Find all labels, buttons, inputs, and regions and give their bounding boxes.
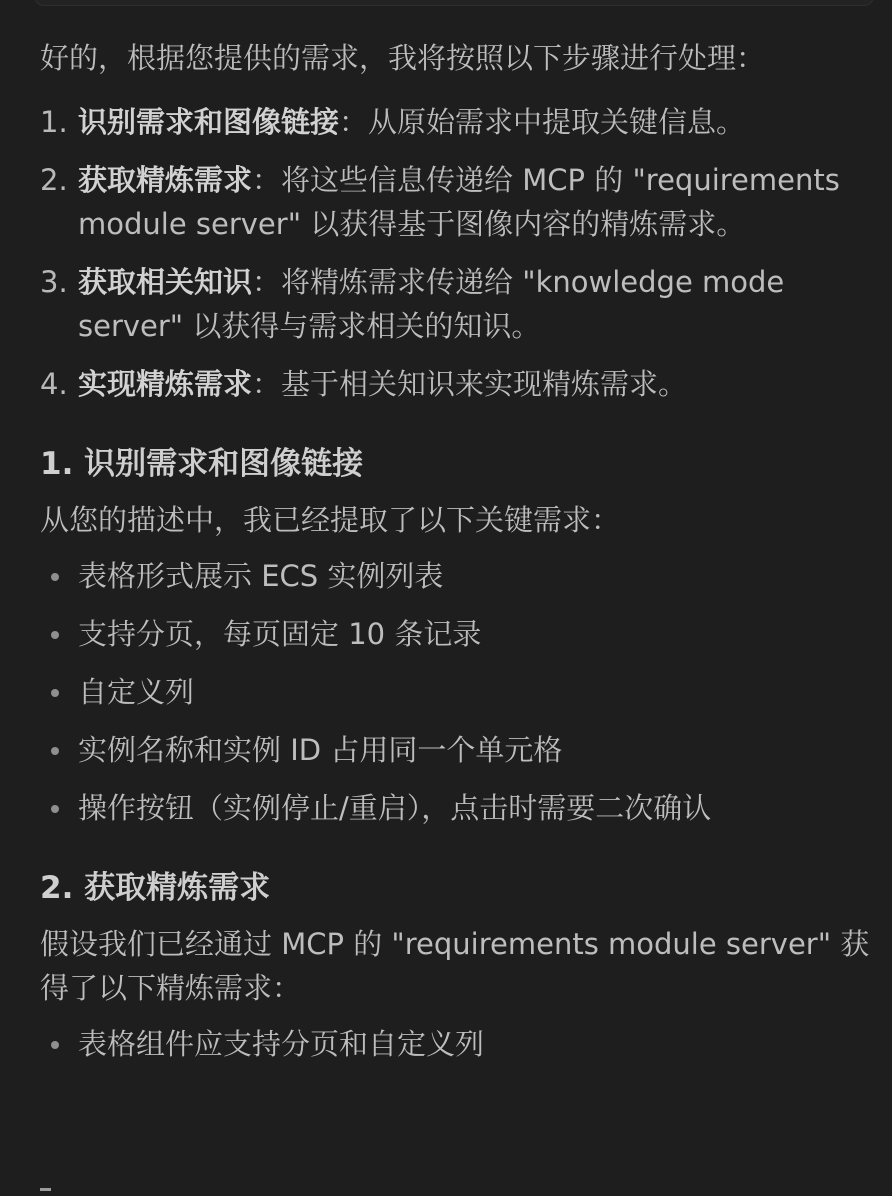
section-heading-1: 1. 识别需求和图像链接 bbox=[40, 446, 364, 482]
step-title: 识别需求和图像链接 bbox=[78, 105, 340, 139]
step-separator: ： bbox=[252, 163, 282, 197]
list-item bbox=[40, 554, 872, 598]
step-text: 基于相关知识来实现精炼需求。 bbox=[281, 367, 688, 401]
bullet-dot-icon bbox=[51, 689, 59, 697]
section-1-bullet-list bbox=[40, 554, 872, 830]
list-item-text: 表格形式展示 ECS 实例列表 bbox=[78, 559, 444, 593]
list-item-text: 实例名称和实例 ID 占用同一个单元格 bbox=[78, 733, 563, 767]
bullet-dot-icon bbox=[51, 631, 59, 639]
step-text: 将这些信息传递给 MCP 的 "requirements module server" 以获得基于图像内容的精炼需求。 bbox=[78, 163, 840, 241]
step-item-2 bbox=[40, 158, 872, 246]
step-item-1 bbox=[40, 100, 872, 144]
step-title: 实现精炼需求 bbox=[78, 367, 253, 401]
list-item-text: 支持分页，每页固定 10 条记录 bbox=[78, 617, 482, 651]
step-item-4 bbox=[40, 362, 872, 406]
bullet-dot-icon bbox=[51, 1041, 59, 1049]
section-heading-2: 2. 获取精炼需求 bbox=[40, 870, 271, 906]
section-2-lead: 假设我们已经通过 MCP 的 "requirements module server" 获得了以下精炼需求： bbox=[40, 927, 870, 1005]
step-separator: ： bbox=[252, 367, 282, 401]
bullet-dot-icon bbox=[51, 747, 59, 755]
steps-list bbox=[40, 100, 872, 406]
assistant-message bbox=[40, 36, 872, 1080]
list-item bbox=[40, 786, 872, 830]
list-item-text: 操作按钮（实例停止/重启），点击时需要二次确认 bbox=[78, 791, 712, 825]
previous-message-input-box bbox=[34, 0, 874, 6]
bullet-dot-icon bbox=[51, 573, 59, 581]
step-separator: ： bbox=[252, 265, 282, 299]
step-title: 获取精炼需求 bbox=[78, 163, 253, 197]
step-text: 将精炼需求传递给 "knowledge mode server" 以获得与需求相关的知识。 bbox=[78, 265, 785, 343]
list-item bbox=[40, 670, 872, 714]
step-number: 2. bbox=[40, 163, 68, 197]
step-number: 3. bbox=[40, 265, 68, 299]
bullet-dot-icon bbox=[51, 805, 59, 813]
list-item-text: 表格组件应支持分页和自定义列 bbox=[78, 1027, 485, 1061]
list-item bbox=[40, 728, 872, 772]
step-separator: ： bbox=[339, 105, 369, 139]
list-item bbox=[40, 612, 872, 656]
section-2-bullet-list bbox=[40, 1022, 872, 1066]
step-text: 从原始需求中提取关键信息。 bbox=[368, 105, 746, 139]
step-item-3 bbox=[40, 260, 872, 348]
step-number: 1. bbox=[40, 105, 68, 139]
step-title: 获取相关知识 bbox=[78, 265, 253, 299]
step-number: 4. bbox=[40, 367, 68, 401]
section-1-lead: 从您的描述中，我已经提取了以下关键需求： bbox=[40, 503, 621, 537]
streaming-cursor bbox=[40, 1188, 51, 1191]
list-item bbox=[40, 1022, 872, 1066]
list-item-text: 自定义列 bbox=[78, 675, 195, 709]
intro-text: 好的，根据您提供的需求，我将按照以下步骤进行处理： bbox=[40, 41, 766, 75]
